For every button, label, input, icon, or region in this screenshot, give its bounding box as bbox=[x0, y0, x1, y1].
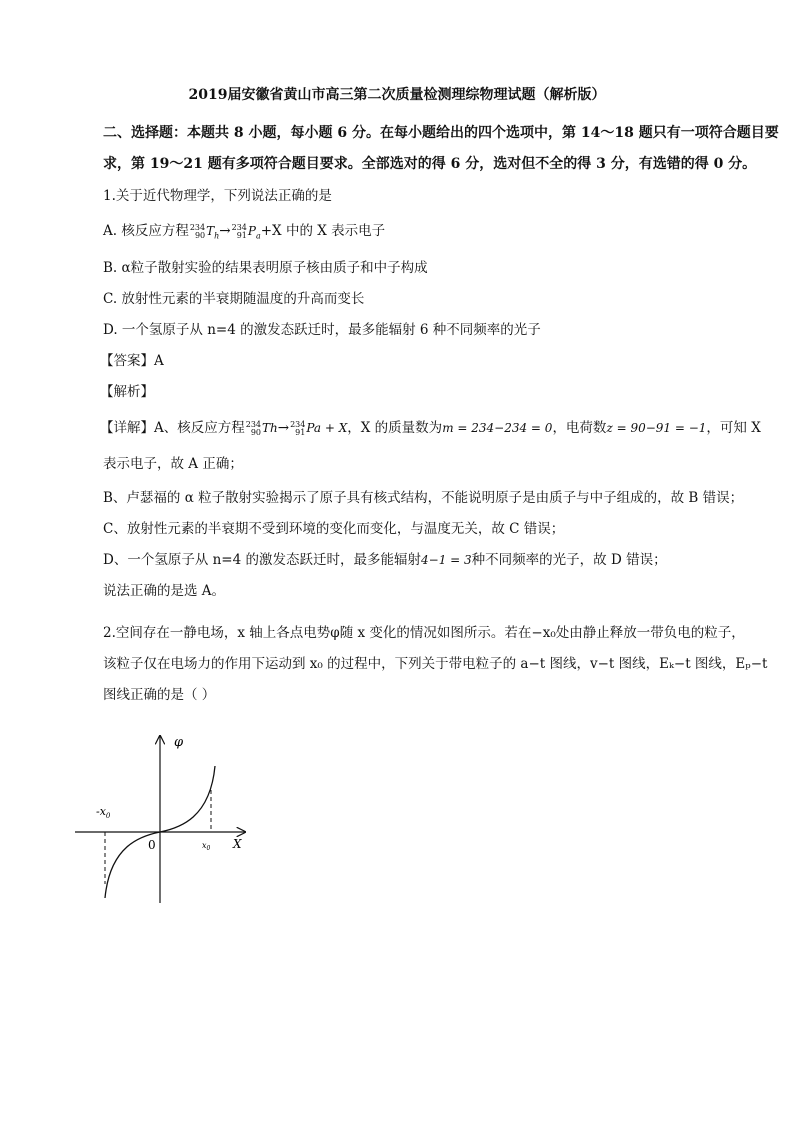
q1-detail-line2: 表示电子，故 A 正确； bbox=[103, 456, 243, 472]
q1-nucleus-2-numbers: 234 91 bbox=[231, 222, 247, 240]
q1-option-b: B. α粒子散射实验的结果表明原子核由质子和中子构成 bbox=[103, 260, 428, 276]
q1-nucleus-1-numbers: 234 90 bbox=[189, 222, 206, 240]
q1-stem: 1.关于近代物理学，下列说法正确的是 bbox=[103, 188, 332, 204]
q2-stem-line1: 2.空间存在一静电场，x 轴上各点电势φ随 x 变化的情况如图所示。若在−x₀处由静止释放一带负电的粒子， bbox=[103, 625, 745, 641]
q1-explain-c: C、放射性元素的半衰期不受到环境的变化而变化，与温度无关，故 C 错误； bbox=[103, 521, 565, 537]
q1-explain-d: D、一个氢原子从 n=4 的激发态跃迁时，最多能辐射4−1 = 3种不同频率的光子，故 D 错误； bbox=[103, 552, 667, 568]
x-axis-label: X bbox=[233, 837, 242, 851]
q1-explain-b: B、卢瑟福的 α 粒子散射实验揭示了原子具有核式结构，不能说明原子是由质子与中子组成的，故 B 错误； bbox=[103, 490, 744, 506]
q1-option-d: D. 一个氢原子从 n=4 的激发态跃迁时，最多能辐射 6 种不同频率的光子 bbox=[103, 322, 541, 338]
pos-x0-label: $x_0$ bbox=[202, 841, 211, 852]
q1-answer: 【答案】A bbox=[100, 353, 164, 369]
origin-label: 0 bbox=[148, 838, 156, 852]
neg-x0-label: $-x_0$ bbox=[96, 805, 111, 820]
document-title: 2019届安徽省黄山市高三第二次质量检测理综物理试题（解析版） bbox=[188, 87, 606, 103]
q1-option-a: A. 核反应方程 234 90 $T_h\to$ 234 91 $P_a+X$ 中的 X 表示电子 bbox=[103, 222, 386, 241]
q2-stem-line3: 图线正确的是（ ） bbox=[103, 687, 216, 703]
q1-detail-line1: 【详解】A、核反应方程 234 90 Th→ 234 91 Pa + X，X 的质量数为m = 234−234 = 0，电荷数z = 90−91 = −1，可知 X bbox=[100, 419, 761, 437]
y-axis-label: φ bbox=[174, 735, 184, 750]
section-instructions-line1: 二、选择题：本题共 8 小题，每小题 6 分。在每小题给出的四个选项中，第 14～18 题只有一项符合题目要 bbox=[103, 125, 779, 141]
q1-option-a-prefix: A. 核反应方程 bbox=[103, 223, 189, 239]
q1-conclusion: 说法正确的是选 A。 bbox=[103, 583, 226, 599]
q1-option-c: C. 放射性元素的半衰期随温度的升高而变长 bbox=[103, 291, 365, 307]
section-instructions-line2: 求，第 19～21 题有多项符合题目要求。全部选对的得 6 分，选对但不全的得 3 分，有选错的得 0 分。 bbox=[103, 156, 757, 172]
q2-stem-line2: 该粒子仅在电场力的作用下运动到 x₀ 的过程中，下列关于带电粒子的 a−t 图线，v−t 图线，Eₖ−t 图线，Eₚ−t bbox=[103, 656, 768, 672]
q1-analysis-heading: 【解析】 bbox=[100, 384, 154, 400]
potential-graph bbox=[70, 728, 260, 906]
